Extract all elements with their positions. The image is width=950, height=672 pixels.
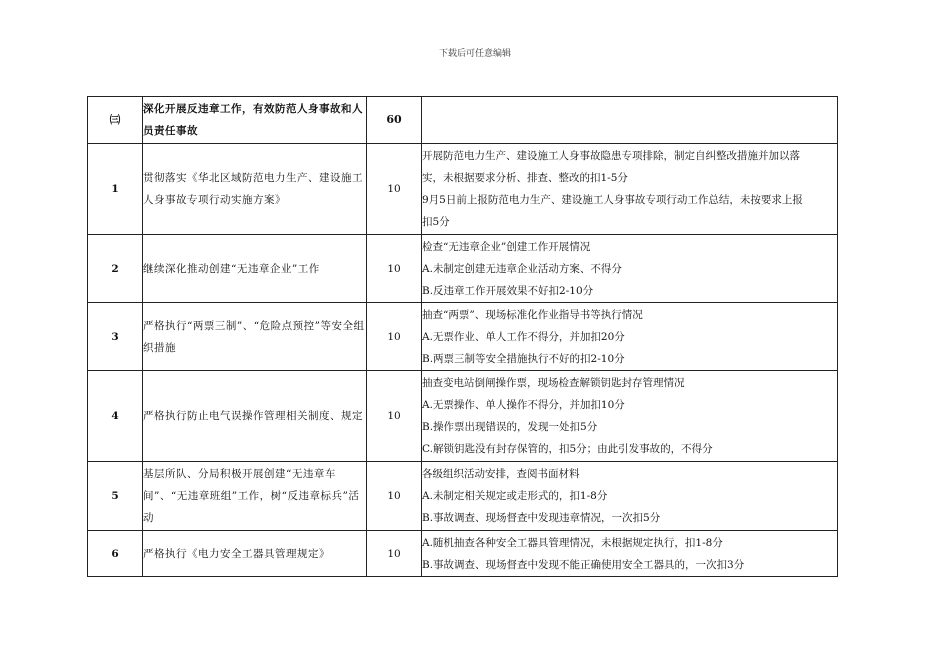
row-number: 3	[88, 303, 143, 371]
standard-line: B.两票三制等安全措施执行不好的扣2-10分	[422, 352, 625, 365]
standard-line: 检查“无违章企业”创建工作开展情况	[422, 240, 591, 253]
row-item: 继续深化推动创建“无违章企业”工作	[143, 235, 367, 303]
row-score: 10	[367, 235, 422, 303]
row-score: 10	[367, 144, 422, 235]
row-item: 严格执行“两票三制”、“危险点预控”等安全组织措施	[143, 303, 367, 371]
standard-line: 抽查“两票”、现场标准化作业指导书等执行情况	[422, 308, 643, 321]
row-standard	[422, 531, 838, 577]
row-standard	[422, 235, 838, 303]
row-item: 严格执行防止电气误操作管理相关制度、规定	[143, 371, 367, 462]
table-row	[88, 531, 838, 577]
table-row-section	[88, 97, 838, 144]
row-item: 基层所队、分局积极开展创建“无违章车间”、“无违章班组”工作，树“反违章标兵”活动	[143, 462, 367, 531]
section-title: 深化开展反违章工作，有效防范人身事故和人员责任事故	[143, 97, 367, 144]
standard-line: 9月5日前上报防范电力生产、建设施工人身事故专项行动工作总结，未按要求上报	[422, 194, 803, 206]
standard-line: A.随机抽查各种安全工器具管理情况，未根据规定执行，扣1-8分	[422, 536, 723, 549]
standard-line: B.事故调查、现场督查中发现不能正确使用安全工器具的，一次扣3分	[422, 558, 745, 571]
row-score: 10	[367, 303, 422, 371]
row-number: 5	[88, 462, 143, 531]
standard-line: A.未制定创建无违章企业活动方案、不得分	[422, 262, 622, 275]
table-row	[88, 303, 838, 371]
header-note: 下载后可任意编辑	[438, 49, 511, 59]
table-row	[88, 371, 838, 462]
row-number: 4	[88, 371, 143, 462]
standard-line: B.反违章工作开展效果不好扣2-10分	[422, 284, 594, 297]
standard-line: B.操作票出现错误的，发现一处扣5分	[422, 421, 598, 433]
standard-line: A.未制定相关规定或走形式的，扣1-8分	[422, 490, 608, 502]
row-number: 6	[88, 531, 143, 577]
standard-line: 开展防范电力生产、建设施工人身事故隐患专项排除，制定自纠整改措施并加以落	[422, 150, 800, 162]
standard-line: 各级组织活动安排，查阅书面材料	[422, 468, 580, 480]
standard-line: B.事故调查、现场督查中发现违章情况，一次扣5分	[422, 512, 661, 524]
standard-line: C.解锁钥匙没有封存保管的，扣5分；由此引发事故的，不得分	[422, 443, 713, 455]
row-number: 2	[88, 235, 143, 303]
table-row	[88, 144, 838, 235]
row-item: 贯彻落实《华北区域防范电力生产、建设施工人身事故专项行动实施方案》	[143, 144, 367, 235]
standard-line: 实，未根据要求分析、排查、整改的扣1-5分	[422, 172, 628, 184]
row-standard	[422, 303, 838, 371]
section-number: ㈢	[88, 97, 143, 144]
row-standard	[422, 371, 838, 462]
standard-line: A.无票作业、单人工作不得分，并加扣20分	[422, 330, 625, 343]
row-standard	[422, 144, 838, 235]
standard-line: A.无票操作、单人操作不得分，并加扣10分	[422, 399, 625, 411]
table-row	[88, 235, 838, 303]
standard-line: 扣5分	[422, 216, 450, 228]
row-score: 10	[367, 531, 422, 577]
standard-line: 抽查变电站倒闸操作票，现场检查解锁钥匙封存管理情况	[422, 377, 685, 389]
table-row	[88, 462, 838, 531]
row-score: 10	[367, 462, 422, 531]
evaluation-table	[87, 96, 838, 577]
row-standard	[422, 462, 838, 531]
row-item: 严格执行《电力安全工器具管理规定》	[143, 531, 367, 577]
row-score: 10	[367, 371, 422, 462]
section-standard	[422, 97, 838, 144]
section-score: 60	[367, 97, 422, 144]
row-number: 1	[88, 144, 143, 235]
